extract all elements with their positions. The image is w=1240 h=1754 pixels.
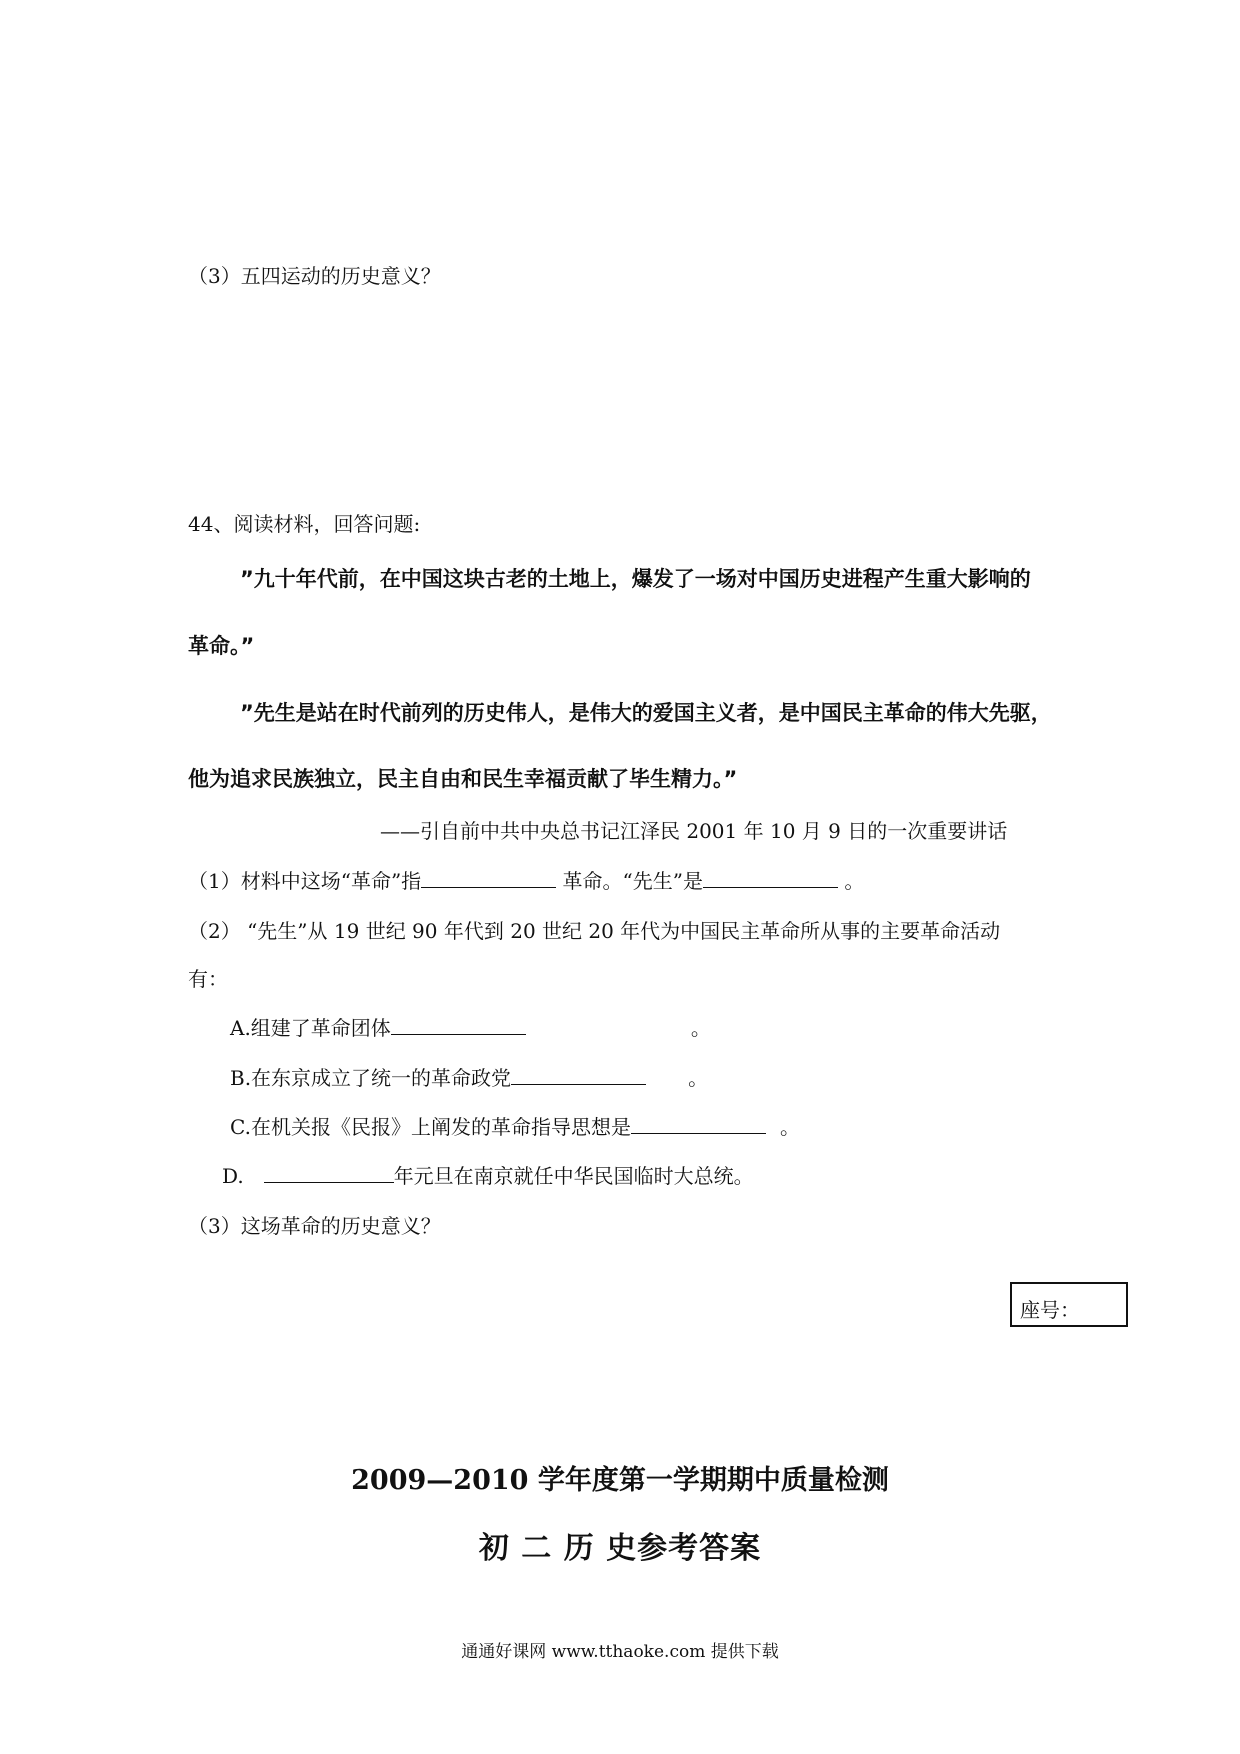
answer-blank-d[interactable]: [264, 1164, 394, 1183]
quote1-line2: 革命。”: [188, 634, 255, 658]
option-d-text: 年元旦在南京就任中华民国临时大总统。: [393, 1164, 754, 1188]
answer-blank-c[interactable]: [631, 1115, 766, 1134]
option-b-end: 。: [688, 1066, 709, 1090]
option-d: [222, 1160, 754, 1189]
option-b-text: B.在东京成立了统一的革命政党: [230, 1066, 512, 1090]
q44-part2-line1: （2） “先生”从 19 世纪 90 年代到 20 世纪 20 年代为中国民主革命所从事的主要革命活动: [188, 919, 1001, 943]
option-c-end: 。: [779, 1115, 800, 1139]
quote2-line2: 他为追求民族独立，民主自由和民生幸福贡献了毕生精力。”: [188, 767, 738, 791]
answer-blank-revolution[interactable]: [421, 869, 556, 888]
answer-blank-b[interactable]: [511, 1066, 646, 1085]
option-a-end: 。: [690, 1016, 711, 1040]
answer-title-line1: 2009—2010 学年度第一学期期中质量检测: [351, 1465, 889, 1496]
download-footer: 通通好课网 www.tthaoke.com 提供下载: [461, 1642, 779, 1662]
part1-middle: 革命。“先生”是: [562, 869, 703, 893]
option-a: [230, 1012, 711, 1041]
q44-part1: [188, 865, 864, 894]
q43-part3: （3）五四运动的历史意义？: [188, 264, 441, 288]
quote-source: ——引自前中共中央总书记江泽民 2001 年 10 月 9 日的一次重要讲话: [380, 819, 1008, 843]
seat-number-label: 座号：: [1020, 1298, 1080, 1322]
answer-blank-gentleman[interactable]: [703, 869, 838, 888]
q44-part3: （3）这场革命的历史意义？: [188, 1214, 441, 1238]
quote1-line1: ”九十年代前，在中国这块古老的土地上，爆发了一场对中国历史进程产生重大影响的: [240, 567, 1031, 591]
part1-end: 。: [844, 869, 865, 893]
option-b: [230, 1062, 708, 1091]
option-c: [230, 1111, 800, 1140]
option-c-text: C.在机关报《民报》上阐发的革命指导思想是: [230, 1115, 631, 1139]
part1-prefix: （1）材料中这场“革命”指: [188, 869, 422, 893]
answer-blank-a[interactable]: [391, 1016, 526, 1035]
option-a-text: A.组建了革命团体: [230, 1016, 391, 1040]
q44-heading: 44、阅读材料，回答问题:: [188, 512, 421, 536]
quote2-line1: ”先生是站在时代前列的历史伟人，是伟大的爱国主义者，是中国民主革命的伟大先驱，: [240, 701, 1052, 725]
option-d-label: D.: [222, 1164, 244, 1188]
seat-number-box[interactable]: [1010, 1282, 1128, 1327]
q44-part2-line2: 有：: [188, 967, 228, 991]
answer-title-line2: 初 二 历 史参考答案: [478, 1531, 762, 1566]
